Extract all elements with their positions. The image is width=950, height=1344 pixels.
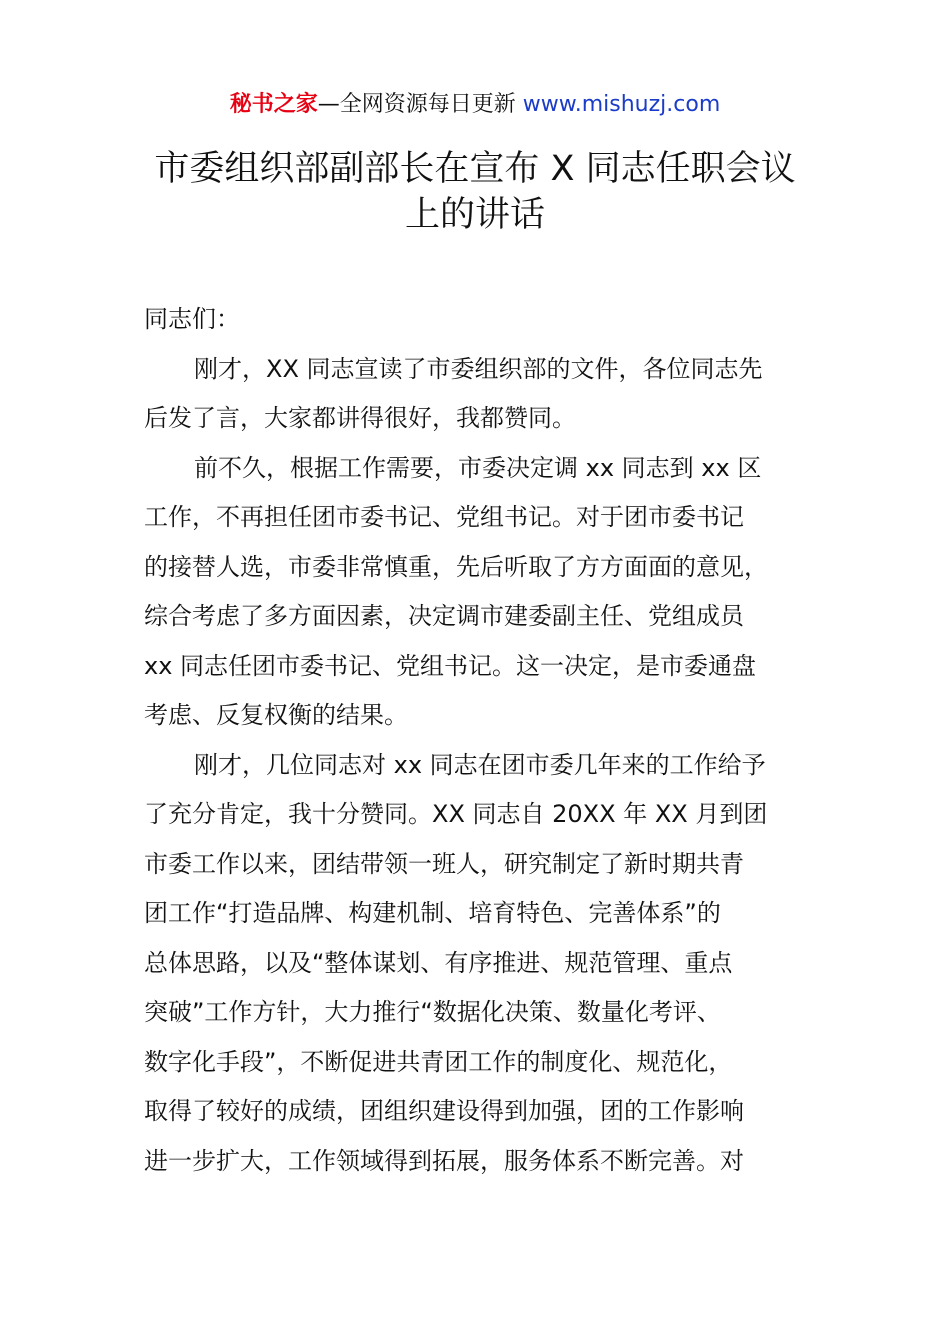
paragraph-line: 后发了言，大家都讲得很好，我都赞同。 <box>144 404 576 432</box>
site-header <box>0 88 950 122</box>
paragraph-line: 进一步扩大，工作领域得到拓展，服务体系不断完善。对 <box>144 1146 744 1175</box>
document-body <box>144 295 809 1186</box>
document-title <box>95 146 855 238</box>
brand-name: 秘书之家 <box>229 92 318 117</box>
title-line-2: 上的讲话 <box>404 195 545 235</box>
paragraph-line: 突破”工作方针，大力推行“数据化决策、数量化考评、 <box>144 998 721 1026</box>
salutation: 同志们： <box>144 305 240 333</box>
paragraph-line: 考虑、反复权衡的结果。 <box>144 701 408 729</box>
site-url-link[interactable]: www.mishuzj.com <box>522 92 721 117</box>
header-slogan: —全网资源每日更新 <box>317 92 523 117</box>
paragraph-line: 工作，不再担任团市委书记、党组书记。对于团市委书记 <box>144 503 744 531</box>
paragraph-line: 数字化手段”，不断促进共青团工作的制度化、规范化， <box>144 1047 733 1076</box>
paragraph-line: 的接替人选，市委非常慎重，先后听取了方方面面的意见， <box>144 552 768 581</box>
paragraph-line: 刚才，几位同志对 xx 同志在团市委几年来的工作给予 <box>194 750 766 779</box>
paragraph-line: xx 同志任团市委书记、党组书记。这一决定，是市委通盘 <box>144 651 757 680</box>
paragraph-line: 了充分肯定，我十分赞同。XX 同志自 20XX 年 XX 月到团 <box>144 800 768 828</box>
title-line-1: 市委组织部副部长在宣布 X 同志任职会议 <box>154 149 796 189</box>
paragraph-line: 刚才，XX 同志宣读了市委组织部的文件，各位同志先 <box>194 354 763 383</box>
paragraph-line: 前不久，根据工作需要，市委决定调 xx 同志到 xx 区 <box>194 453 762 482</box>
paragraph-line: 市委工作以来，团结带领一班人，研究制定了新时期共青 <box>144 849 744 878</box>
paragraph-line: 总体思路，以及“整体谋划、有序推进、规范管理、重点 <box>144 948 733 977</box>
paragraph-line: 团工作“打造品牌、构建机制、培育特色、完善体系”的 <box>144 899 721 927</box>
paragraph-line: 综合考虑了多方面因素，决定调市建委副主任、党组成员 <box>144 602 744 630</box>
paragraph-line: 取得了较好的成绩，团组织建设得到加强，团的工作影响 <box>144 1097 744 1125</box>
